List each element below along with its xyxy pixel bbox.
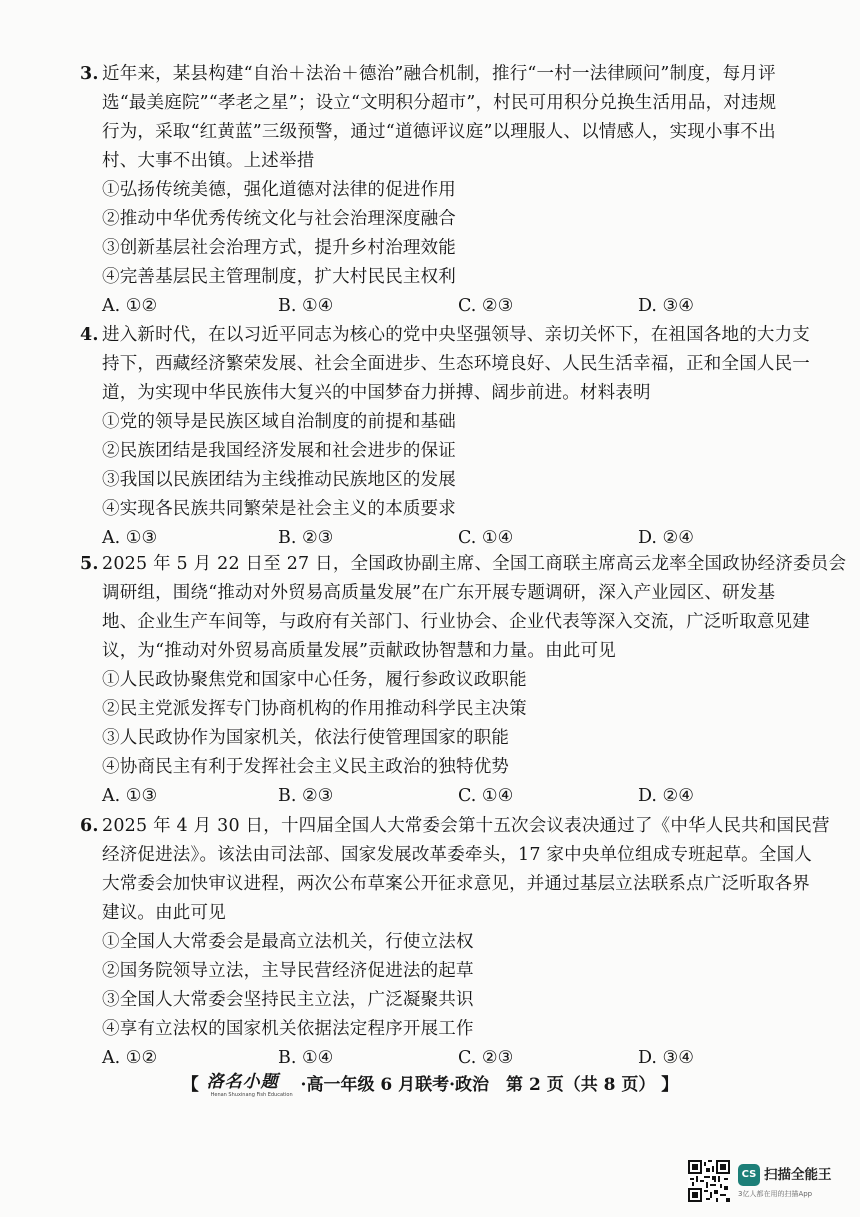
choice-a[interactable]: A. ①② bbox=[102, 1048, 158, 1068]
choice-b[interactable]: B. ①④ bbox=[278, 296, 334, 316]
answer-choices bbox=[80, 782, 800, 811]
question-3 bbox=[80, 60, 800, 321]
choice-a[interactable]: A. ①③ bbox=[102, 786, 158, 806]
question-stem bbox=[80, 321, 810, 408]
choice-c[interactable]: C. ①④ bbox=[458, 528, 514, 548]
brand-subtitle: Henan Shuxinang Fish Education bbox=[210, 1091, 293, 1098]
stem-line: 地、企业生产车间等，与政府有关部门、行业协会、企业代表等深入交流，广泛听取意见建 bbox=[102, 612, 810, 632]
question-number: 5. bbox=[80, 554, 99, 574]
option-statement-2: ②民主党派发挥专门协商机构的作用推动科学民主决策 bbox=[102, 699, 527, 719]
option-statement-1: ①人民政协聚焦党和国家中心任务，履行参政议政职能 bbox=[102, 670, 527, 690]
question-6 bbox=[80, 812, 830, 1073]
scanner-tagline: 3亿人都在用的扫描App bbox=[738, 1190, 813, 1198]
answer-choices bbox=[80, 1044, 800, 1073]
choice-b[interactable]: B. ②③ bbox=[278, 786, 334, 806]
choice-d[interactable]: D. ③④ bbox=[638, 1048, 694, 1068]
option-statement-4: ④完善基层民主管理制度，扩大村民民主权利 bbox=[102, 267, 456, 287]
scanner-watermark bbox=[688, 1160, 848, 1206]
choice-a[interactable]: A. ①③ bbox=[102, 528, 158, 548]
stem-line: 进入新时代，在以习近平同志为核心的党中央坚强领导、亲切关怀下，在祖国各地的大力支 bbox=[102, 325, 810, 345]
page-footer bbox=[0, 1070, 860, 1101]
question-stem bbox=[80, 60, 800, 176]
footer-open-bracket: 【 bbox=[181, 1075, 199, 1095]
stem-line: 持下，西藏经济繁荣发展、社会全面进步、生态环境良好、人民生活幸福，正和全国人民一 bbox=[102, 354, 810, 374]
option-statement-3: ③我国以民族团结为主线推动民族地区的发展 bbox=[102, 470, 456, 490]
option-statement-4: ④享有立法权的国家机关依据法定程序开展工作 bbox=[102, 1019, 474, 1039]
stem-line: 2025 年 4 月 30 日，十四届全国人大常委会第十五次会议表决通过了《中华人民共和国民营 bbox=[102, 816, 830, 836]
question-stem bbox=[80, 812, 830, 928]
choice-a[interactable]: A. ①② bbox=[102, 296, 158, 316]
brand-logo bbox=[207, 1071, 293, 1101]
qr-code-icon bbox=[688, 1160, 730, 1202]
brand-name: 洛名小题 bbox=[206, 1071, 279, 1092]
stem-line: 调研组，围绕“推动对外贸易高质量发展”在广东开展专题调研，深入产业园区、研发基 bbox=[102, 583, 776, 603]
option-statement-2: ②国务院领导立法，主导民营经济促进法的起草 bbox=[102, 961, 474, 981]
stem-line: 村、大事不出镇。上述举措 bbox=[102, 151, 315, 171]
stem-line: 议，为“推动对外贸易高质量发展”贡献政协智慧和力量。由此可见 bbox=[102, 641, 616, 661]
question-4 bbox=[80, 321, 810, 553]
choice-b[interactable]: B. ②③ bbox=[278, 528, 334, 548]
stem-line: 近年来，某县构建“自治＋法治＋德治”融合机制，推行“一村一法律顾问”制度，每月评 bbox=[102, 64, 776, 84]
stem-line: 建议。由此可见 bbox=[102, 903, 226, 923]
question-number: 6. bbox=[80, 816, 99, 836]
option-statement-1: ①弘扬传统美德，强化道德对法律的促进作用 bbox=[102, 180, 456, 200]
answer-choices bbox=[80, 292, 800, 321]
stem-line: 经济促进法》。该法由司法部、国家发展改革委牵头，17 家中央单位组成专班起草。全国人 bbox=[102, 845, 812, 865]
stem-line: 道，为实现中华民族伟大复兴的中国梦奋力拼搏、阔步前进。材料表明 bbox=[102, 383, 651, 403]
option-statement-2: ②民族团结是我国经济发展和社会进步的保证 bbox=[102, 441, 456, 461]
choice-d[interactable]: D. ②④ bbox=[638, 786, 694, 806]
option-statement-1: ①党的领导是民族区域自治制度的前提和基础 bbox=[102, 412, 456, 432]
option-statement-1: ①全国人大常委会是最高立法机关，行使立法权 bbox=[102, 932, 474, 952]
option-statement-4: ④实现各民族共同繁荣是社会主义的本质要求 bbox=[102, 499, 456, 519]
stem-line: 行为，采取“红黄蓝”三级预警，通过“道德评议庭”以理服人、以情感人，实现小事不出 bbox=[102, 122, 776, 142]
scanner-app-name: 扫描全能王 bbox=[764, 1167, 832, 1183]
question-5 bbox=[80, 550, 847, 811]
option-statement-2: ②推动中华优秀传统文化与社会治理深度融合 bbox=[102, 209, 456, 229]
option-statement-3: ③人民政协作为国家机关，依法行使管理国家的职能 bbox=[102, 728, 510, 748]
choice-c[interactable]: C. ②③ bbox=[458, 1048, 514, 1068]
question-number: 3. bbox=[80, 64, 99, 84]
stem-line: 2025 年 5 月 22 日至 27 日，全国政协副主席、全国工商联主席高云龙率全国政协经济委员会 bbox=[102, 554, 847, 574]
option-statement-4: ④协商民主有利于发挥社会主义民主政治的独特优势 bbox=[102, 757, 510, 777]
camscanner-icon: CS bbox=[738, 1164, 760, 1186]
question-number: 4. bbox=[80, 325, 99, 345]
option-statement-3: ③创新基层社会治理方式，提升乡村治理效能 bbox=[102, 238, 456, 258]
choice-d[interactable]: D. ②④ bbox=[638, 528, 694, 548]
choice-b[interactable]: B. ①④ bbox=[278, 1048, 334, 1068]
choice-c[interactable]: C. ②③ bbox=[458, 296, 514, 316]
answer-choices bbox=[80, 524, 800, 553]
question-stem bbox=[80, 550, 847, 666]
footer-exam-info: ·高一年级 6 月联考·政治 第 2 页（共 8 页） bbox=[300, 1075, 656, 1095]
footer-close-bracket: 】 bbox=[661, 1075, 679, 1095]
option-statement-3: ③全国人大常委会坚持民主立法，广泛凝聚共识 bbox=[102, 990, 474, 1010]
stem-line: 选“最美庭院”“孝老之星”；设立“文明积分超市”，村民可用积分兑换生活用品，对违规 bbox=[102, 93, 777, 113]
choice-c[interactable]: C. ①④ bbox=[458, 786, 514, 806]
stem-line: 大常委会加快审议进程，两次公布草案公开征求意见，并通过基层立法联系点广泛听取各界 bbox=[102, 874, 810, 894]
choice-d[interactable]: D. ③④ bbox=[638, 296, 694, 316]
